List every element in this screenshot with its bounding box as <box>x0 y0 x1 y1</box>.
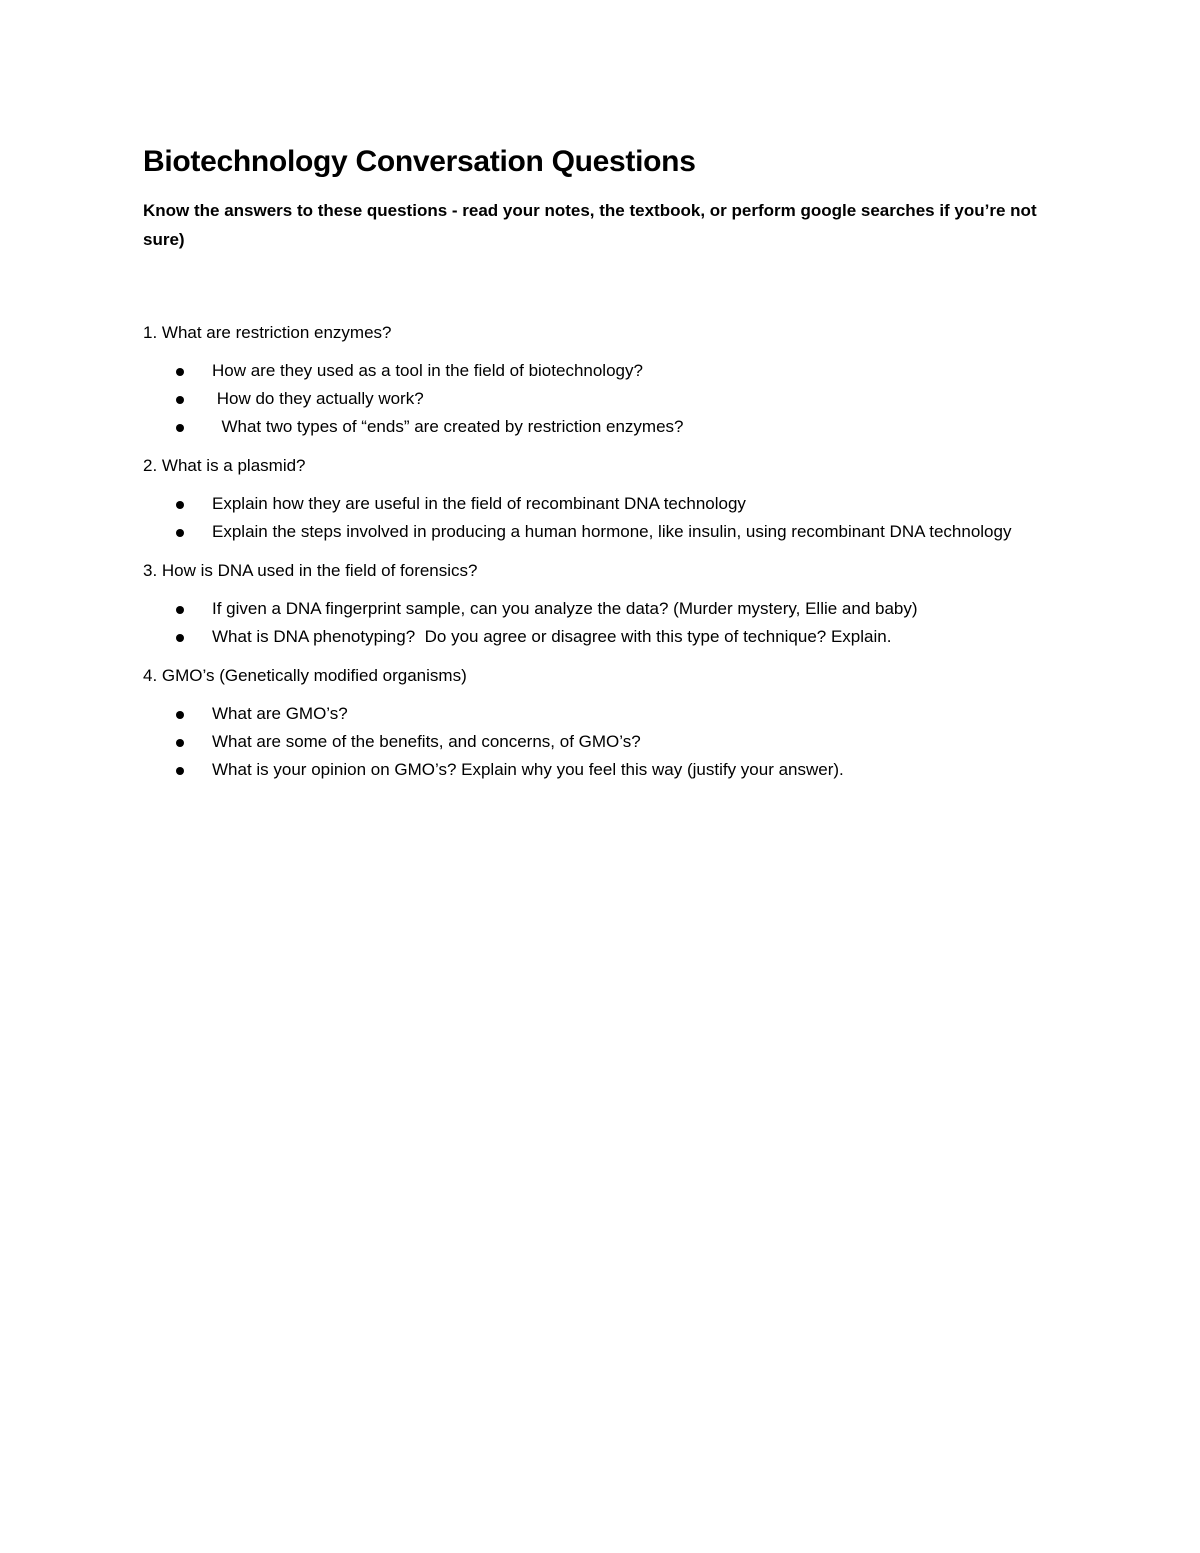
bullet-icon <box>176 529 184 537</box>
bullet-text: What two types of “ends” are created by restriction enzymes? <box>212 417 684 436</box>
bullet-icon <box>176 767 184 775</box>
bullet-text: What is DNA phenotyping? Do you agree or disagree with this type of technique? Explain. <box>212 627 892 646</box>
bullet-item <box>143 490 1042 518</box>
bullet-icon <box>176 739 184 747</box>
bullet-item <box>143 357 1042 385</box>
bullet-item <box>143 756 1042 784</box>
bullet-list <box>143 357 1063 441</box>
bullet-item <box>143 385 1042 413</box>
question-text: 2. What is a plasmid? <box>143 456 306 475</box>
bullet-text: Explain how they are useful in the field of recombinant DNA technology <box>212 494 746 513</box>
question-3 <box>143 556 1063 651</box>
bullet-text: What are GMO’s? <box>212 704 348 723</box>
bullet-text: If given a DNA fingerprint sample, can you analyze the data? (Murder mystery, Ellie and baby) <box>212 599 918 618</box>
bullet-item <box>143 700 1042 728</box>
question-list <box>143 318 1063 784</box>
bullet-icon <box>176 424 184 432</box>
question-4 <box>143 661 1063 784</box>
bullet-item <box>143 595 1042 623</box>
bullet-item <box>143 518 1042 546</box>
bullet-text: What are some of the benefits, and concerns, of GMO’s? <box>212 732 641 751</box>
document-content <box>143 140 1063 794</box>
bullet-icon <box>176 368 184 376</box>
bullet-list <box>143 700 1063 784</box>
question-1 <box>143 318 1063 441</box>
question-text: 4. GMO’s (Genetically modified organisms) <box>143 666 467 685</box>
document-intro: Know the answers to these questions - read your notes, the textbook, or perform google searches if you’re not sure) <box>143 201 1037 249</box>
bullet-icon <box>176 711 184 719</box>
bullet-icon <box>176 501 184 509</box>
bullet-item <box>143 623 1042 651</box>
bullet-item <box>143 413 1042 441</box>
bullet-list <box>143 490 1063 546</box>
question-2 <box>143 451 1063 546</box>
bullet-text: How do they actually work? <box>212 389 424 408</box>
bullet-text: Explain the steps involved in producing a human hormone, like insulin, using recombinant DNA technology <box>212 522 1012 541</box>
bullet-item <box>143 728 1042 756</box>
question-text: 3. How is DNA used in the field of forensics? <box>143 561 478 580</box>
bullet-icon <box>176 634 184 642</box>
bullet-text: How are they used as a tool in the field of biotechnology? <box>212 361 643 380</box>
bullet-icon <box>176 396 184 404</box>
document-title: Biotechnology Conversation Questions <box>143 145 696 178</box>
bullet-icon <box>176 606 184 614</box>
bullet-list <box>143 595 1063 651</box>
bullet-text: What is your opinion on GMO’s? Explain why you feel this way (justify your answer). <box>212 760 844 779</box>
question-text: 1. What are restriction enzymes? <box>143 323 392 342</box>
